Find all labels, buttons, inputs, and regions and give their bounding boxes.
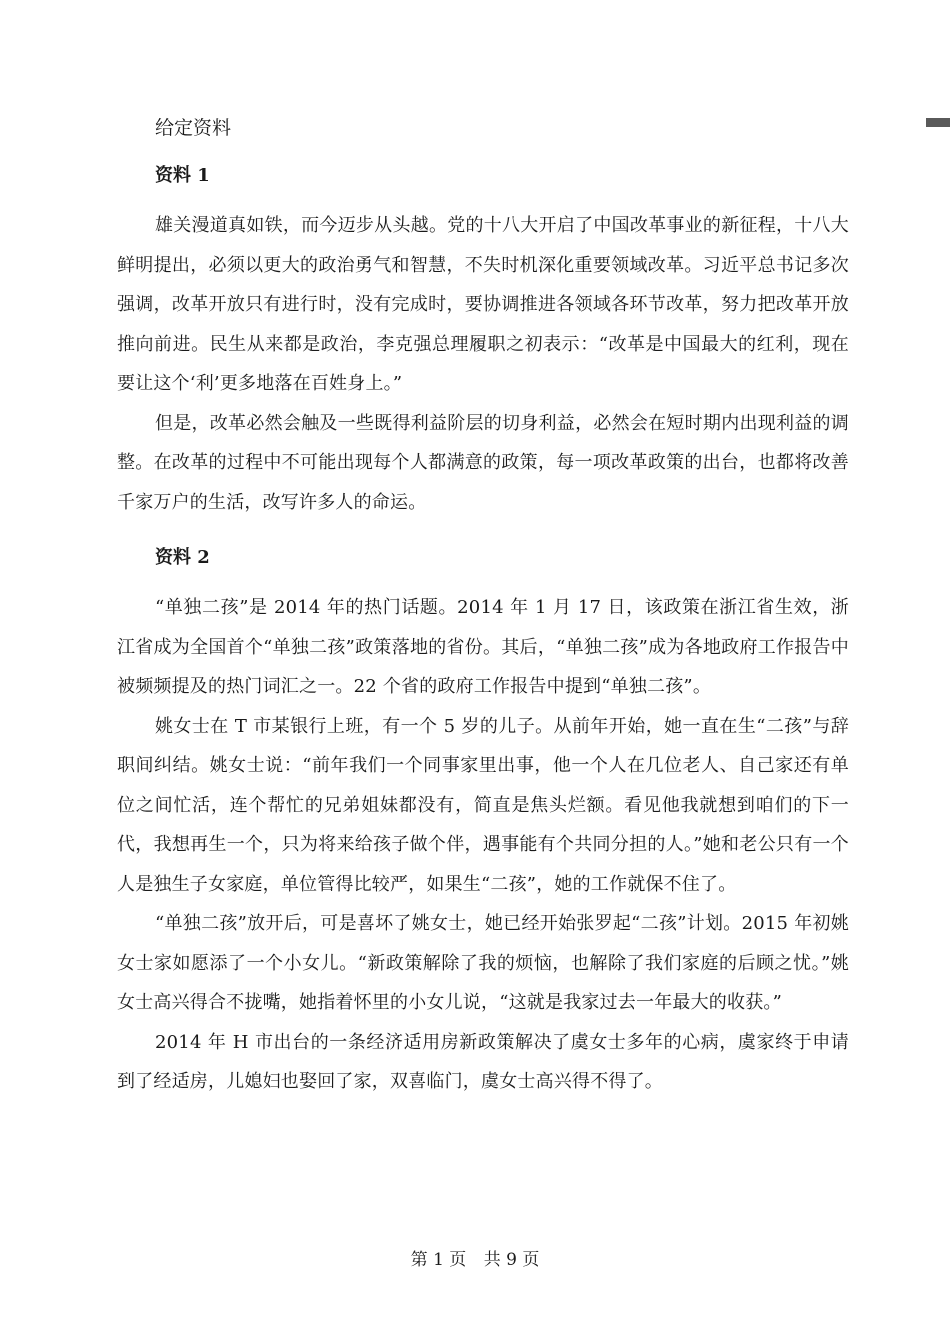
section-material-1: [117, 158, 849, 522]
page-edge-marker: [926, 118, 950, 127]
paragraph: “单独二孩”放开后，可是喜坏了姚女士，她已经开始张罗起“二孩”计划。2015 年初姚女士家如愿添了一个小女儿。“新政策解除了我的烦恼，也解除了我们家庭的后顾之忧。”姚女士高兴得合不拢嘴，她指着怀里的小女儿说，“这就是我家过去一年最大的收获。”: [117, 913, 849, 1013]
document-page: [117, 110, 849, 1102]
section-title: 资料 2: [155, 547, 210, 568]
page-number: 第 1 页: [410, 1250, 467, 1270]
paragraph: “单独二孩”是 2014 年的热门话题。2014 年 1 月 17 日，该政策在浙江省生效，浙江省成为全国首个“单独二孩”政策落地的省份。其后，“单独二孩”成为各地政府工作报告中被频频提及的热门词汇之一。22 个省的政府工作报告中提到“单独二孩”。: [117, 597, 849, 697]
document-heading: 给定资料: [155, 117, 232, 139]
paragraph: 但是，改革必然会触及一些既得利益阶层的切身利益，必然会在短时期内出现利益的调整。在改革的过程中不可能出现每个人都满意的政策，每一项改革政策的出台，也都将改善千家万户的生活，改写许多人的命运。: [117, 412, 849, 513]
section-title: 资料 1: [155, 165, 210, 186]
paragraph: 2014 年 H 市出台的一条经济适用房新政策解决了虞女士多年的心病，虞家终于申请到了经适房，儿媳妇也娶回了家，双喜临门，虞女士高兴得不得了。: [117, 1031, 849, 1092]
paragraph: 雄关漫道真如铁，而今迈步从头越。党的十八大开启了中国改革事业的新征程，十八大鲜明提出，必须以更大的政治勇气和智慧，不失时机深化重要领域改革。习近平总书记多次强调，改革开放只有进行时，没有完成时，要协调推进各领域各环节改革，努力把改革开放推向前进。民生从来都是政治，李克强总理履职之初表示：“改革是中国最大的红利，现在要让这个‘利’更多地落在百姓身上。”: [117, 215, 849, 394]
page-total: 共 9 页: [483, 1250, 540, 1270]
section-material-2: [117, 540, 849, 1102]
paragraph: 姚女士在 T 市某银行上班，有一个 5 岁的儿子。从前年开始，她一直在生“二孩”与辞职间纠结。姚女士说：“前年我们一个同事家里出事，他一个人在几位老人、自己家还有单位之间忙活，连个帮忙的兄弟姐妹都没有，简直是焦头烂额。看见他我就想到咱们的下一代，我想再生一个，只为将来给孩子做个伴，遇事能有个共同分担的人。”她和老公只有一个人是独生子女家庭，单位管得比较严，如果生“二孩”，她的工作就保不住了。: [117, 715, 849, 895]
page-footer: [0, 1248, 950, 1272]
